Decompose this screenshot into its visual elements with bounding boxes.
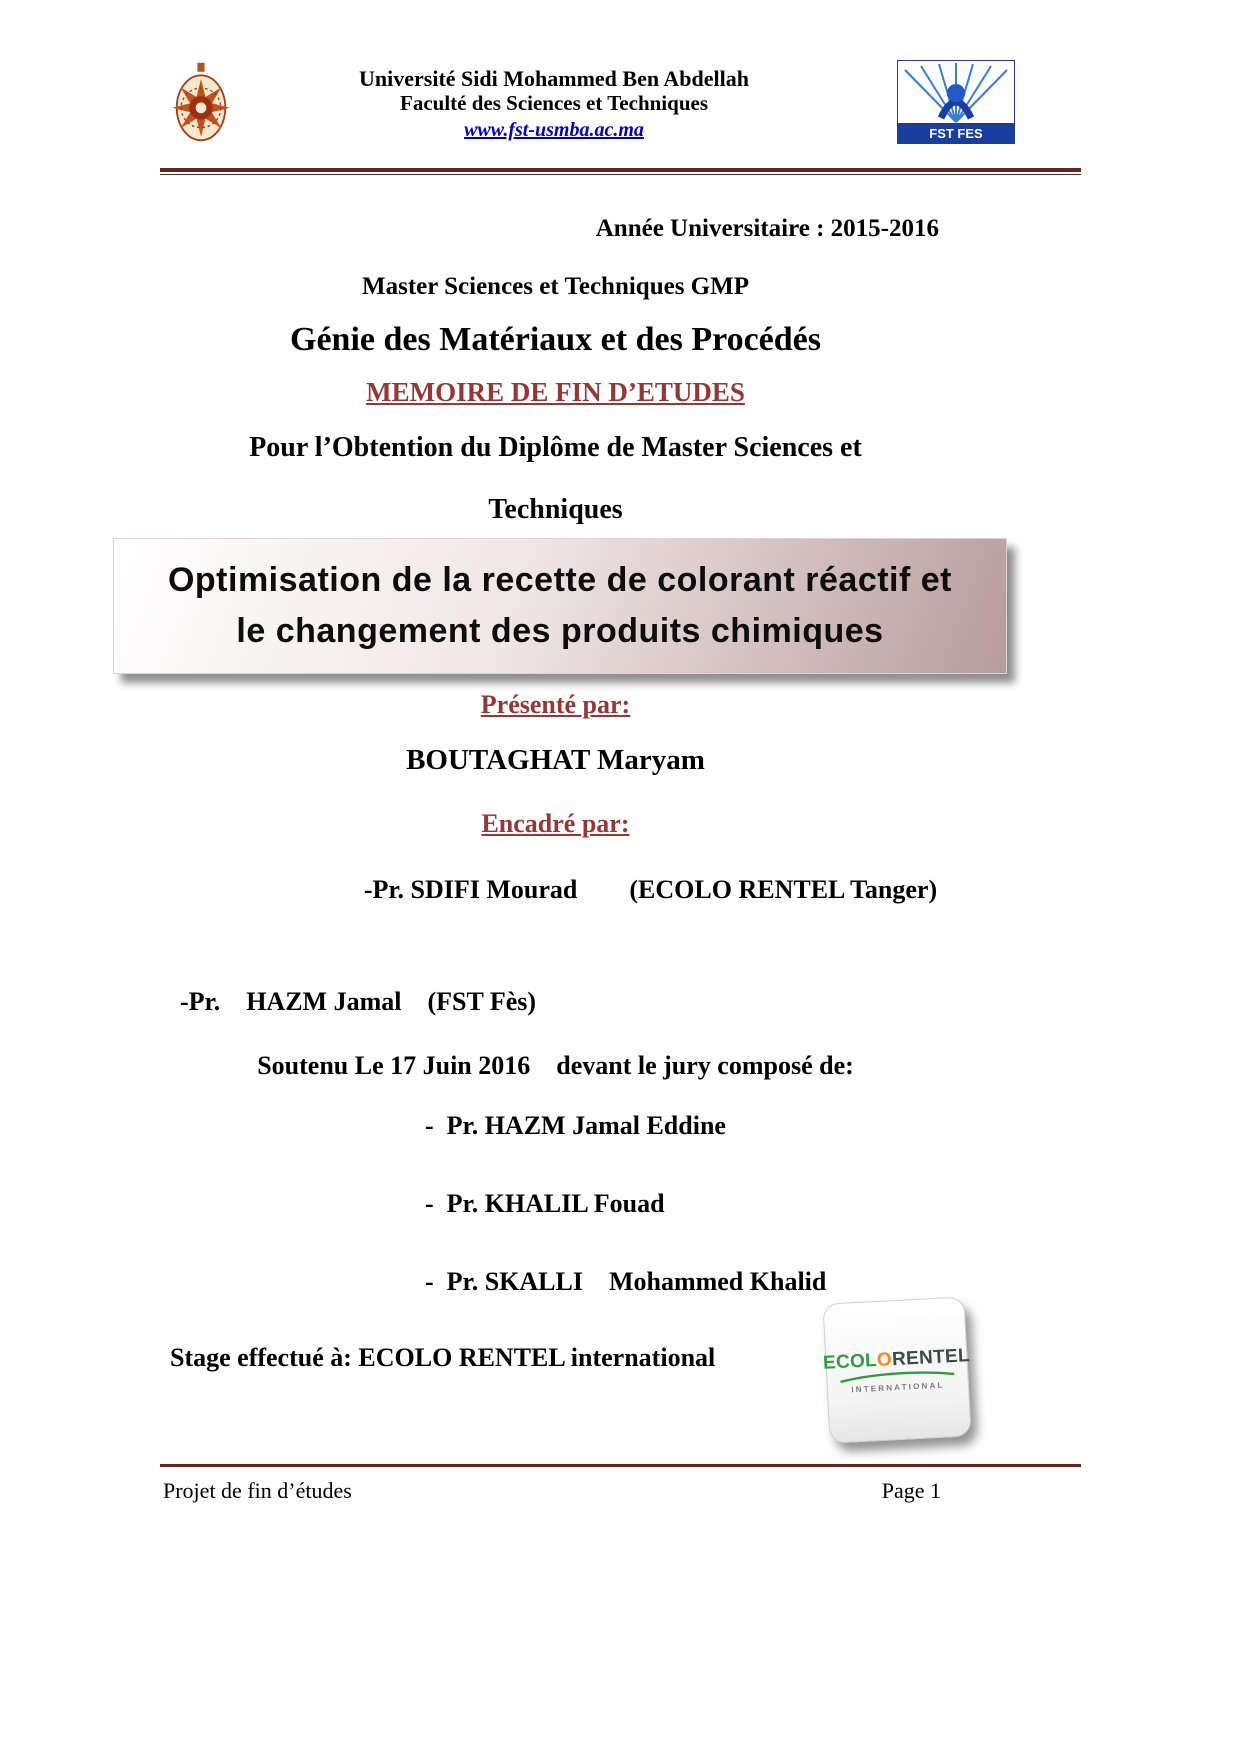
header-text-block (237, 60, 871, 142)
jury-member-1: - Pr. HAZM Jamal Eddine (425, 1111, 726, 1140)
program-name: Master Sciences et Techniques GMP (362, 273, 749, 300)
university-emblem-icon (165, 60, 237, 152)
university-name: Université Sidi Mohammed Ben Abdellah (359, 66, 749, 91)
header-divider (160, 168, 1081, 175)
thesis-title-banner (113, 538, 1007, 674)
supervisor-1: -Pr. SDIFI Mourad (ECOLO RENTEL Tanger) (363, 875, 938, 904)
internship-line: Stage effectué à: ECOLO RENTEL international (170, 1343, 716, 1372)
author-name: BOUTAGHAT Maryam (406, 744, 705, 776)
ecolo-rentel-card (822, 1296, 971, 1443)
page-footer (163, 1478, 941, 1504)
jury-member-3: - Pr. SKALLI Mohammed Khalid (425, 1267, 827, 1296)
fst-fes-logo (897, 60, 1015, 149)
ecolo-wordmark-dark: RENTEL (891, 1344, 971, 1370)
specialty-name: Génie des Matériaux et des Procédés (290, 321, 821, 358)
title-block-lower (0, 690, 1111, 1373)
footer-page-number: Page 1 (881, 1478, 941, 1503)
purpose-line2: Techniques (488, 494, 623, 525)
footer-divider (160, 1464, 1081, 1467)
ecolo-wordmark-green: ECOL (822, 1349, 878, 1374)
academic-year: Année Universitaire : 2015-2016 (595, 215, 939, 242)
memoire-heading: MEMOIRE DE FIN D’ETUDES (366, 377, 745, 407)
thesis-title-line2: le changement des produits chimiques (236, 612, 884, 650)
ecolo-wordmark-orange: O (876, 1348, 893, 1371)
faculty-name: Faculté des Sciences et Techniques (400, 91, 708, 116)
jury-member-2: - Pr. KHALIL Fouad (425, 1189, 665, 1218)
footer-project-label: Projet de fin d’études (163, 1478, 352, 1503)
ecolo-subtitle: INTERNATIONAL (851, 1380, 945, 1394)
ecolo-rentel-logo (822, 1300, 971, 1440)
supervised-by-label: Encadré par: (481, 809, 630, 838)
presented-by-label: Présenté par: (480, 690, 631, 719)
fst-logo-label: FST FES (929, 126, 983, 141)
website-link[interactable]: www.fst-usmba.ac.ma (464, 119, 644, 142)
thesis-title-line1: Optimisation de la recette de colorant réactif et (167, 561, 953, 599)
supervisor-2: -Pr. HAZM Jamal (FST Fès) (180, 987, 537, 1016)
purpose-line1: Pour l’Obtention du Diplôme de Master Sciences et (249, 432, 862, 463)
defense-line: Soutenu Le 17 Juin 2016 devant le jury composé de: (257, 1051, 854, 1080)
title-block-upper (0, 215, 1111, 526)
page-header (0, 0, 1241, 152)
